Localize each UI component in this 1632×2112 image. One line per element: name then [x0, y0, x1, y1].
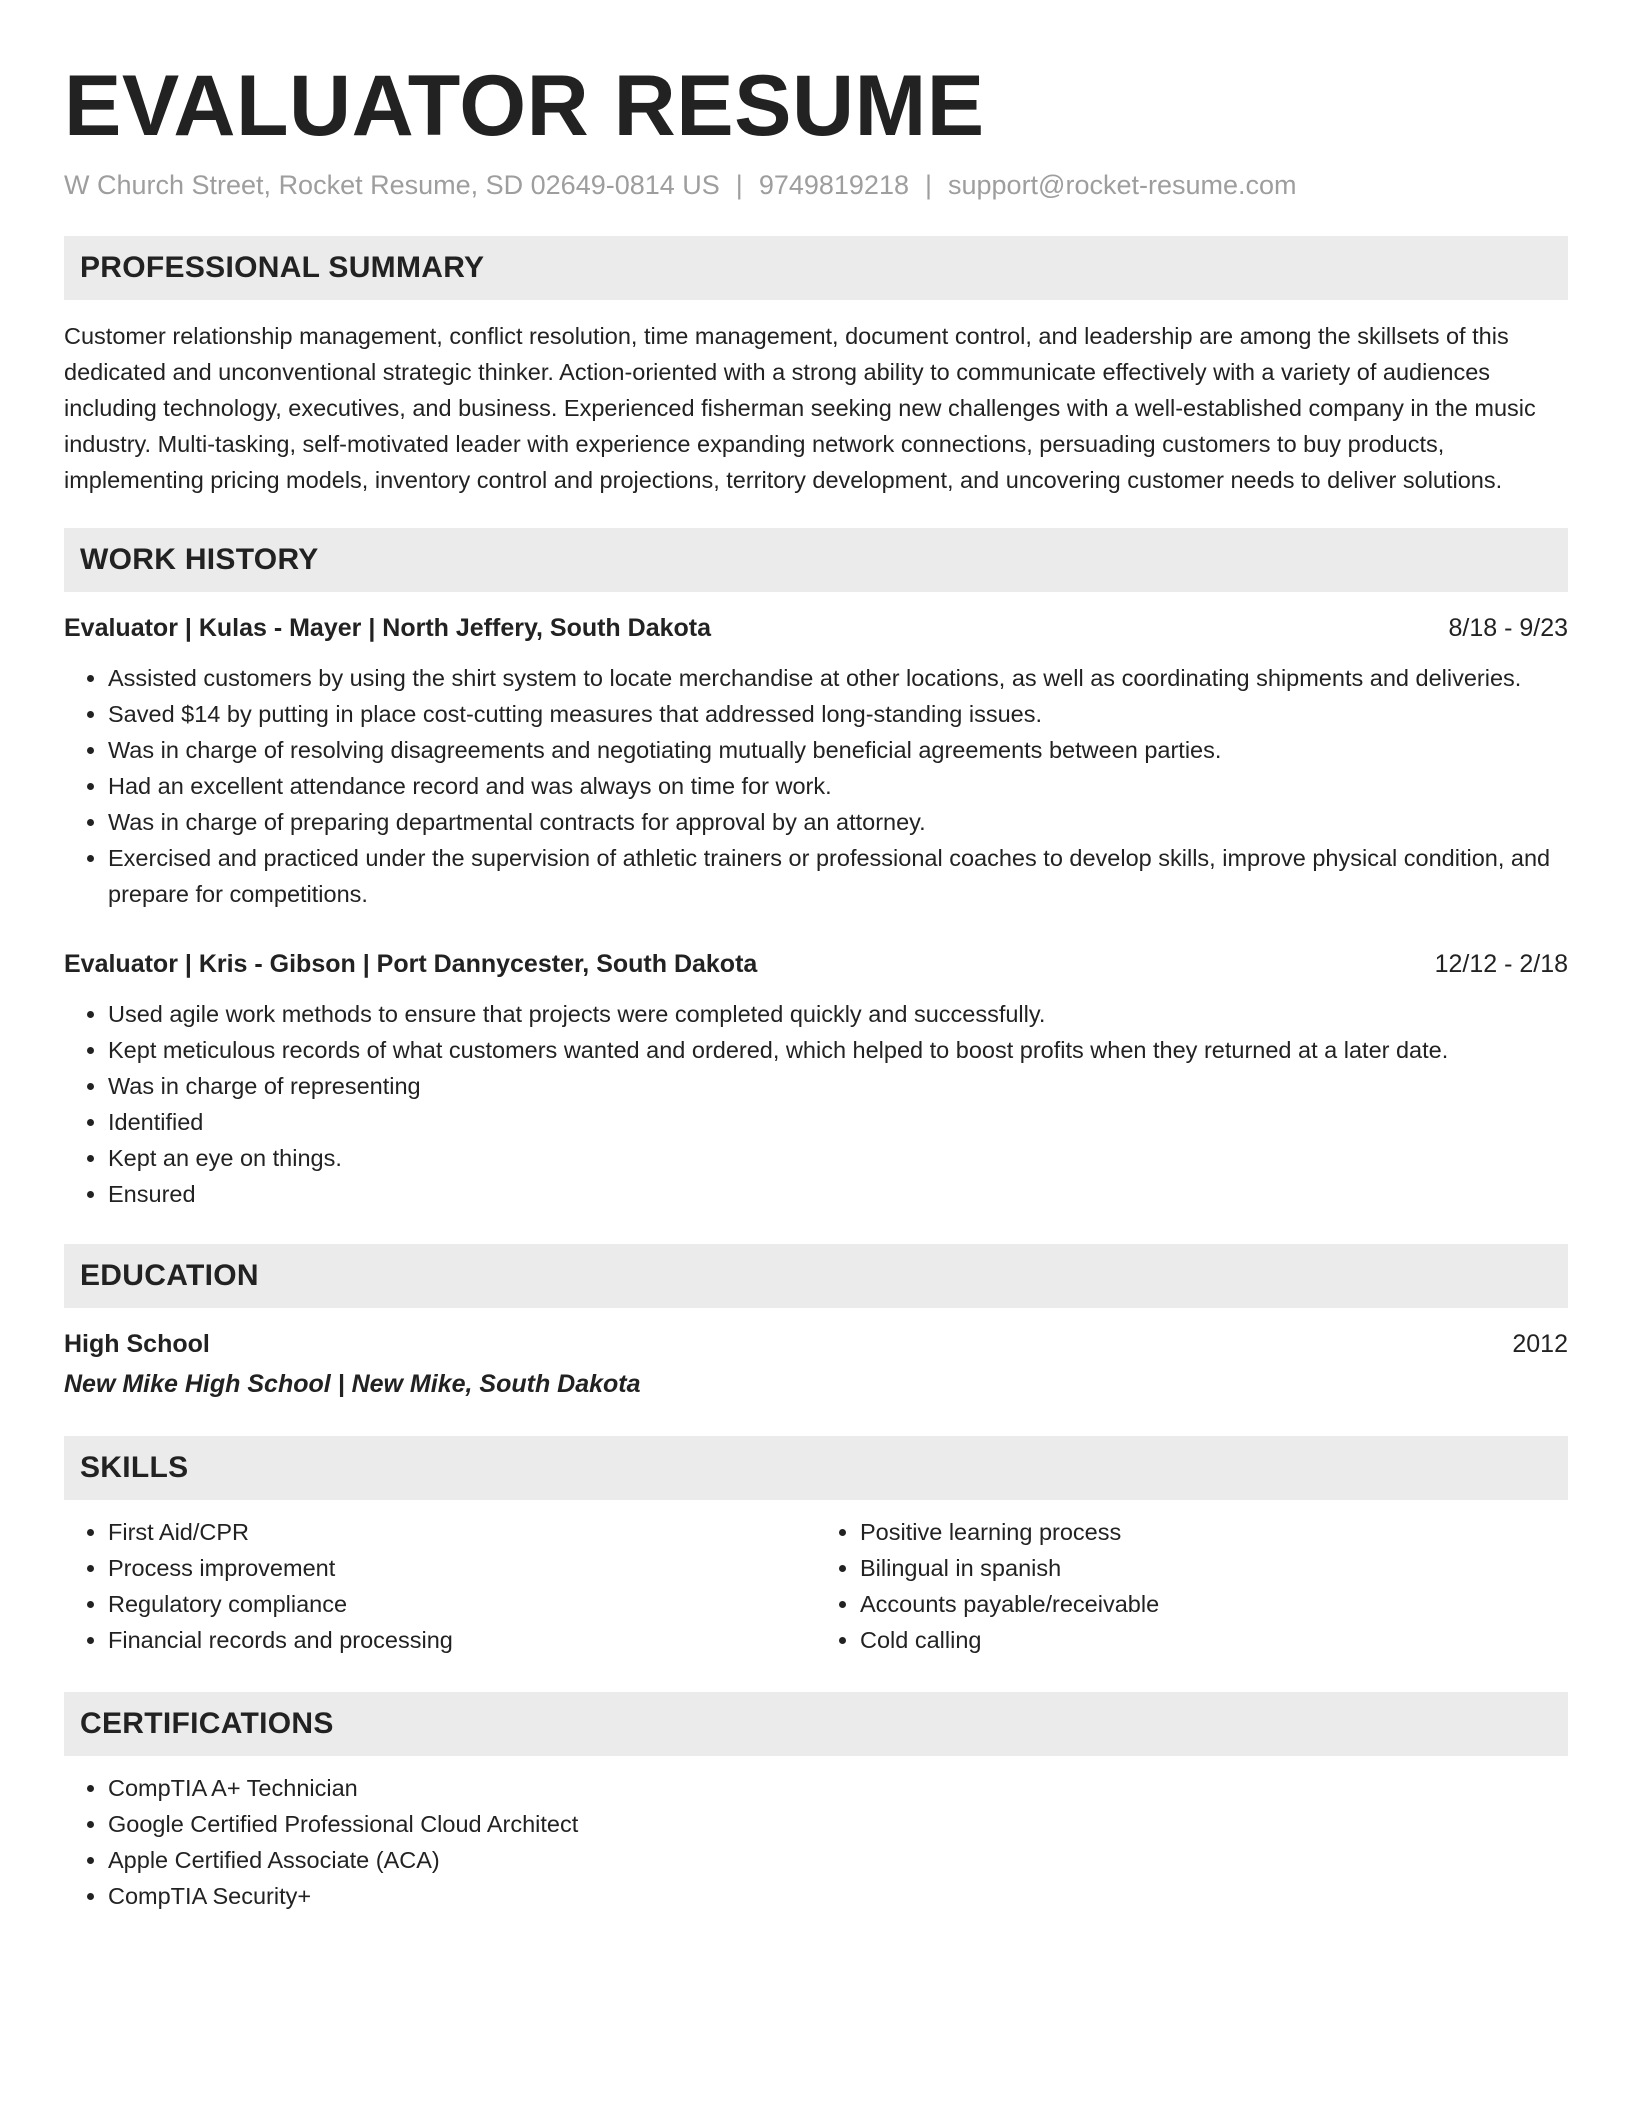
list-item: • Regulatory compliance: [108, 1586, 816, 1622]
job-bullets: [64, 996, 1568, 1212]
contact-email: support@rocket-resume.com: [948, 170, 1297, 200]
list-item: • Process improvement: [108, 1550, 816, 1586]
job-header: [64, 946, 1568, 982]
list-item: • CompTIA Security+: [108, 1878, 1568, 1914]
list-item: • Kept an eye on things.: [108, 1140, 1568, 1176]
skills-column-right: [816, 1514, 1568, 1658]
contact-phone: 9749819218: [758, 170, 909, 200]
list-item: • Saved $14 by putting in place cost-cutting measures that addressed long-standing issues.: [108, 696, 1568, 732]
list-item: • CompTIA A+ Technician: [108, 1770, 1568, 1806]
job-entry: [64, 610, 1568, 912]
education-header: [64, 1326, 1568, 1362]
education-year: 2012: [1512, 1330, 1568, 1358]
section-heading-work-history: WORK HISTORY: [64, 528, 1568, 592]
education-section: [64, 1244, 1568, 1402]
list-item: • Accounts payable/receivable: [860, 1586, 1568, 1622]
resume-title: EVALUATOR RESUME: [64, 58, 985, 154]
work-history-section: [64, 528, 1568, 1212]
list-item: • Kept meticulous records of what customers wanted and ordered, which helped to boost profits when they returned at a later date.: [108, 1032, 1568, 1068]
certifications-section: [64, 1692, 1568, 1914]
summary-section: [64, 236, 1568, 498]
job-title: Evaluator | Kris - Gibson | Port Dannycester, South Dakota: [64, 950, 758, 978]
job-dates: 8/18 - 9/23: [1448, 614, 1568, 642]
education-entry: [64, 1326, 1568, 1402]
skills-grid: [64, 1514, 1568, 1658]
list-item: • Ensured: [108, 1176, 1568, 1212]
skills-column-left: [64, 1514, 816, 1658]
list-item: • Identified: [108, 1104, 1568, 1140]
summary-text: Customer relationship management, conflict resolution, time management, document control, and leadership are among the skillsets of this dedicated and unconventional strategic thinker. Action-oriented with a strong ability to communicate effectively with a variety of audiences including technology, executives, and business. Experienced fisherman seeking new challenges with a well-established company in the music industry. Multi-tasking, self-motivated leader with experience expanding network connections, persuading customers to buy products, implementing pricing models, inventory control and projections, territory development, and uncovering customer needs to deliver solutions.: [64, 323, 1536, 493]
job-bullets: [64, 660, 1568, 912]
section-heading-education: EDUCATION: [64, 1244, 1568, 1308]
list-item: • Assisted customers by using the shirt system to locate merchandise at other locations, as well as coordinating shipments and deliveries.: [108, 660, 1568, 696]
certifications-list: [64, 1770, 1568, 1914]
list-item: • Had an excellent attendance record and was always on time for work.: [108, 768, 1568, 804]
list-item: • Google Certified Professional Cloud Architect: [108, 1806, 1568, 1842]
job-entry: [64, 946, 1568, 1212]
list-item: • Exercised and practiced under the supervision of athletic trainers or professional coaches to develop skills, improve physical condition, and prepare for competitions.: [108, 840, 1568, 912]
list-item: • Was in charge of preparing departmental contracts for approval by an attorney.: [108, 804, 1568, 840]
list-item: • Cold calling: [860, 1622, 1568, 1658]
contact-line: [64, 168, 1568, 202]
section-heading-skills: SKILLS: [64, 1436, 1568, 1500]
section-heading-summary: PROFESSIONAL SUMMARY: [64, 236, 1568, 300]
list-item: • Positive learning process: [860, 1514, 1568, 1550]
contact-separator: |: [924, 170, 932, 200]
job-header: [64, 610, 1568, 646]
contact-separator: |: [735, 170, 743, 200]
job-title: Evaluator | Kulas - Mayer | North Jeffery, South Dakota: [64, 614, 712, 642]
list-item: • Apple Certified Associate (ACA): [108, 1842, 1568, 1878]
list-item: • Was in charge of resolving disagreements and negotiating mutually beneficial agreements between parties.: [108, 732, 1568, 768]
list-item: • Financial records and processing: [108, 1622, 816, 1658]
list-item: • Bilingual in spanish: [860, 1550, 1568, 1586]
list-item: • First Aid/CPR: [108, 1514, 816, 1550]
section-heading-certifications: CERTIFICATIONS: [64, 1692, 1568, 1756]
education-degree: High School: [64, 1330, 210, 1358]
education-school: New Mike High School | New Mike, South Dakota: [64, 1370, 641, 1398]
contact-address: W Church Street, Rocket Resume, SD 02649-0814 US: [64, 170, 720, 200]
list-item: • Was in charge of representing: [108, 1068, 1568, 1104]
job-dates: 12/12 - 2/18: [1434, 950, 1568, 978]
skills-section: [64, 1436, 1568, 1658]
list-item: • Used agile work methods to ensure that projects were completed quickly and successfully.: [108, 996, 1568, 1032]
